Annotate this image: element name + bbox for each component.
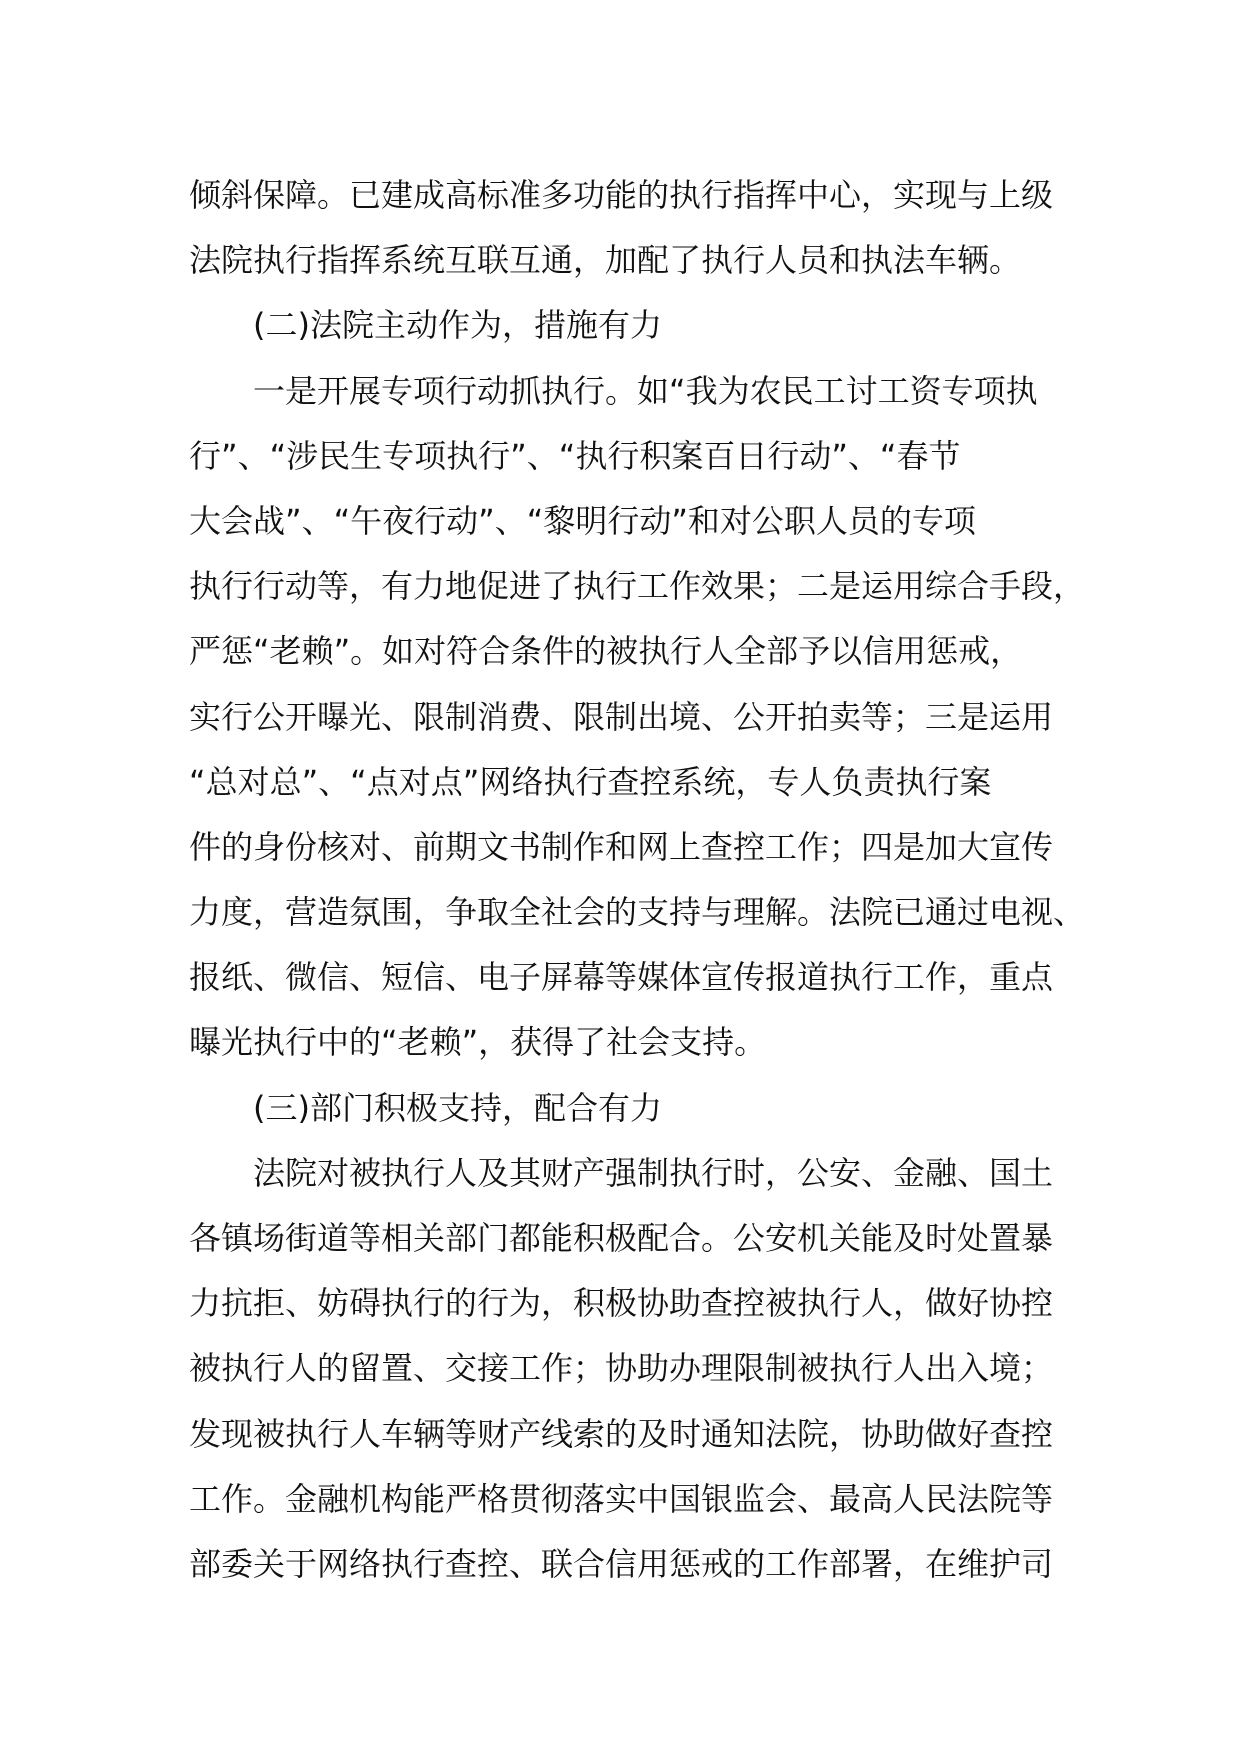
text-line: 被执行人的留置、交接工作；协助办理限制被执行人出入境； bbox=[189, 1349, 1054, 1388]
text-line: (三)部门积极支持，配合有力 bbox=[253, 1088, 662, 1127]
text-line: 件的身份核对、前期文书制作和网上查控工作；四是加大宣传 bbox=[189, 827, 1054, 866]
text-line: 倾斜保障。已建成高标准多功能的执行指挥中心，实现与上级 bbox=[189, 176, 1054, 214]
text-line: 部委关于网络执行查控、联合信用惩戒的工作部署，在维护司 bbox=[189, 1544, 1054, 1583]
text-line: 力度，营造氛围，争取全社会的支持与理解。法院已通过电视、 bbox=[189, 893, 1086, 932]
body-text bbox=[189, 163, 1086, 1597]
text-line: 行”、“涉民生专项执行”、“执行积案百日行动”、“春节 bbox=[189, 436, 961, 475]
text-line: 力抗拒、妨碍执行的行为，积极协助查控被执行人，做好协控 bbox=[189, 1284, 1054, 1323]
text-line: 执行行动等，有力地促进了执行工作效果；二是运用综合手段， bbox=[189, 567, 1086, 606]
text-line: 一是开展专项行动抓执行。如“我为农民工讨工资专项执 bbox=[253, 371, 1038, 410]
text-line: 发现被执行人车辆等财产线索的及时通知法院，协助做好查控 bbox=[189, 1414, 1054, 1453]
text-line: 工作。金融机构能严格贯彻落实中国银监会、最高人民法院等 bbox=[189, 1479, 1054, 1518]
text-line: (二)法院主动作为，措施有力 bbox=[253, 306, 662, 345]
text-line: 大会战”、“午夜行动”、“黎明行动”和对公职人员的专项 bbox=[189, 501, 976, 540]
text-line: 法院对被执行人及其财产强制执行时，公安、金融、国土 bbox=[253, 1153, 1054, 1192]
text-line: 严惩“老赖”。如对符合条件的被执行人全部予以信用惩戒， bbox=[189, 632, 1023, 671]
text-line: “总对总”、“点对点”网络执行查控系统，专人负责执行案 bbox=[189, 762, 992, 801]
text-line: 曝光执行中的“老赖”，获得了社会支持。 bbox=[189, 1023, 767, 1062]
text-line: 法院执行指挥系统互联互通，加配了执行人员和执法车辆。 bbox=[189, 241, 1022, 280]
text-line: 各镇场街道等相关部门都能积极配合。公安机关能及时处置暴 bbox=[189, 1219, 1054, 1257]
text-line: 实行公开曝光、限制消费、限制出境、公开拍卖等；三是运用 bbox=[189, 697, 1054, 736]
text-line: 报纸、微信、短信、电子屏幕等媒体宣传报道执行工作，重点 bbox=[189, 958, 1054, 997]
